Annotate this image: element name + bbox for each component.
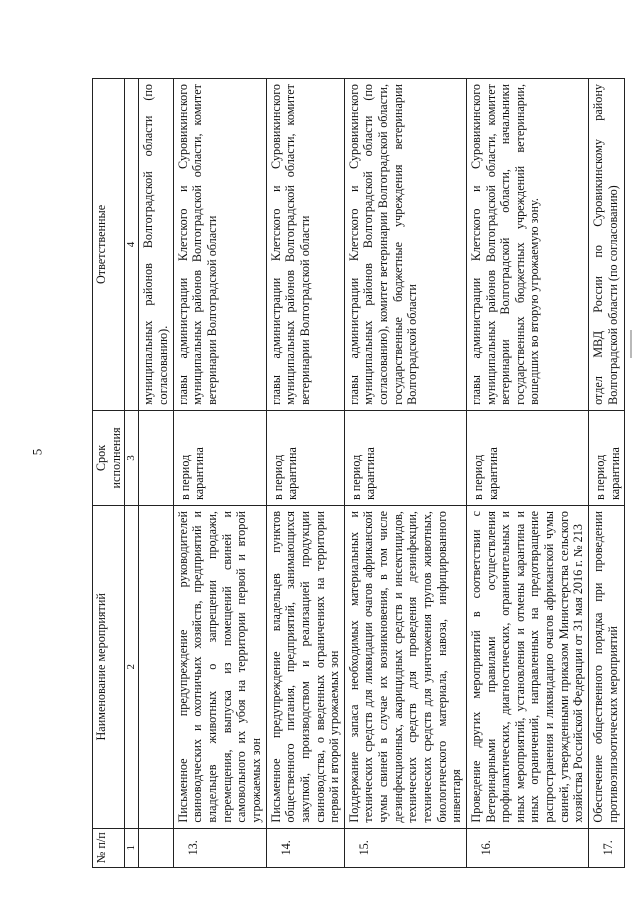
responsible-cell: главы администрации Клетского и Суровикинского муниципальных районов Волгоградской области, комитет ветеринарии Волгоградской области bbox=[173, 79, 266, 411]
header-responsible: Ответственные bbox=[93, 79, 125, 411]
column-number: 2 bbox=[125, 506, 139, 829]
rotated-page-content bbox=[92, 78, 632, 868]
term-cell: в период карантина bbox=[173, 410, 266, 505]
activity-cell: Поддержание запаса необходимых материальных и технических средств для ликвидации очагов африканской чумы свиней в случае их возникновения, в том числе дезинфекционных, акарицидных средств и инсектицидов, технических средств для проведения дезинфекции, технических средств для уничтожения трупов животных, биологического материала, навоза, инфицированного инвентаря bbox=[344, 506, 466, 829]
row-number: 14. bbox=[266, 828, 344, 867]
table-header-row bbox=[93, 79, 125, 868]
activity-cell: Обеспечение общественного порядка при проведении противоэпизоотических мероприятий bbox=[589, 506, 625, 829]
term-cell: в период карантина bbox=[466, 410, 588, 505]
continuation-row bbox=[139, 79, 173, 868]
continuation-text: муниципальных районов Волгоградской области (по согласованию). bbox=[139, 79, 173, 411]
header-number: № п/п bbox=[93, 828, 125, 867]
table-row bbox=[266, 79, 344, 868]
table-row bbox=[344, 79, 466, 868]
row-number: 17. bbox=[589, 828, 625, 867]
table-row bbox=[589, 79, 625, 868]
column-number-row bbox=[125, 79, 139, 868]
responsible-cell: главы администрации Клетского и Суровикинского муниципальных районов Волгоградской области, комитет ветеринарии Волгоградской области, начальники государственных бюджетных учреждений ветеринарии, вошедших во вторую угрожаемую зону. bbox=[466, 79, 588, 411]
term-cell: в период карантина bbox=[589, 410, 625, 505]
term-cell: в период карантина bbox=[344, 410, 466, 505]
table-row bbox=[466, 79, 588, 868]
table-row bbox=[173, 79, 266, 868]
responsible-cell: главы администрации Клетского и Суровикинского муниципальных районов Волгоградской области (по согласованию), комитет ветеринарии Волгоградской области, государственные бюджетные учреждения ветеринарии Волгоградской области bbox=[344, 79, 466, 411]
header-term: Срок исполнения bbox=[93, 410, 125, 505]
responsible-cell: главы администрации Клетского и Суровикинского муниципальных районов Волгоградской области, комитет ветеринарии Волгоградской области bbox=[266, 79, 344, 411]
measures-table bbox=[92, 78, 625, 868]
term-cell: в период карантина bbox=[266, 410, 344, 505]
activity-cell: Письменное предупреждение владельцев пунктов общественного питания, предприятий, занимающихся закупкой, производством и реализацией продукции свиноводства, о введенных ограничениях на территории первой и второй угрожаемых зон bbox=[266, 506, 344, 829]
header-activity: Наименование мероприятий bbox=[93, 506, 125, 829]
activity-cell: Письменное предупреждение руководителей свиноводческих и охотничьих хозяйств, предприятий и владельцев животных о запрещении продажи, перемещения, выпуска из помещений свиней и самовольного их убоя на территории первой и второй угрожаемых зон bbox=[173, 506, 266, 829]
row-number: 15. bbox=[344, 828, 466, 867]
column-number: 3 bbox=[125, 410, 139, 505]
activity-cell: Проведение других мероприятий в соответствии с Ветеринарными правилами осуществления профилактических, диагностических, ограничительных и иных мероприятий, установления и отмены карантина и иных ограничений, направленных на предотвращение распространения и ликвидацию очагов африканской чумы свиней, утвержденными приказом Министерства сельского хозяйства Российской Федерации от 31 мая 2016 г. № 213 bbox=[466, 506, 588, 829]
page-number: 5 bbox=[29, 448, 45, 456]
column-number: 1 bbox=[125, 828, 139, 867]
row-number: 13. bbox=[173, 828, 266, 867]
column-number: 4 bbox=[125, 79, 139, 411]
responsible-cell: отдел МВД России по Суровикинскому району Волгоградской области (по согласованию) bbox=[589, 79, 625, 411]
row-number: 16. bbox=[466, 828, 588, 867]
